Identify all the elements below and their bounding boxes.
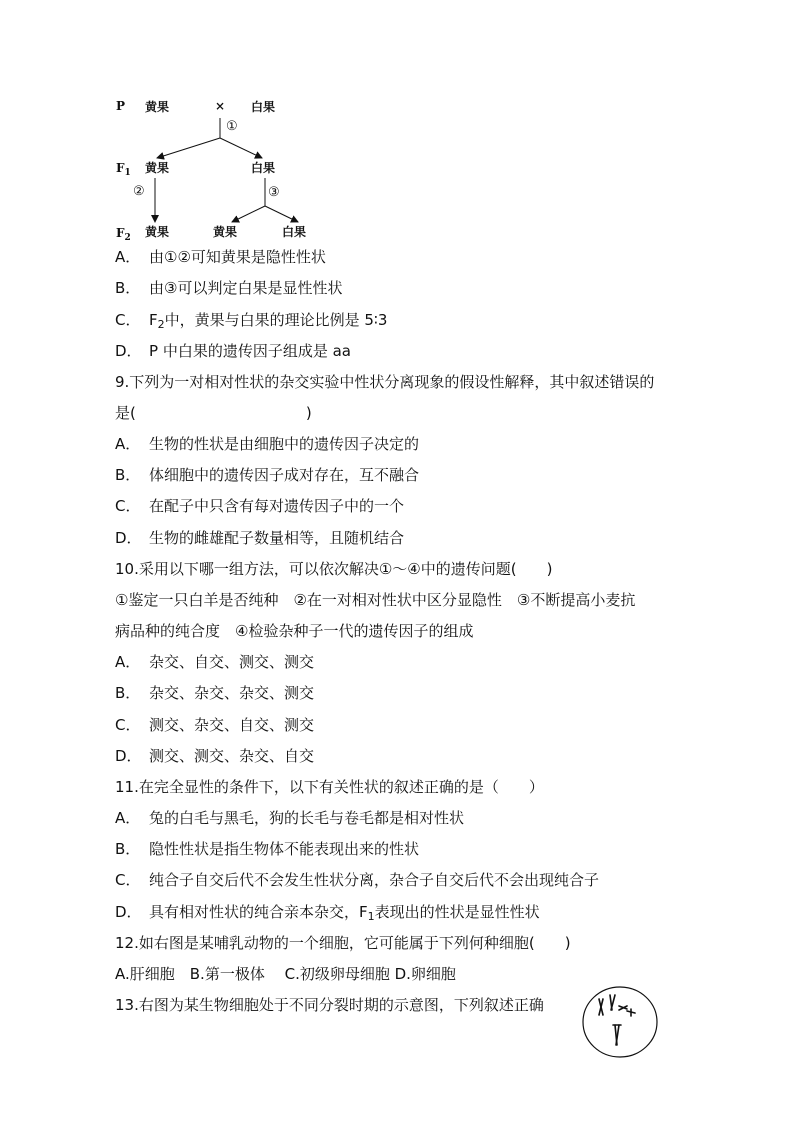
- q10-option-d: D． 测交、测交、杂交、自交: [115, 747, 315, 765]
- cross-diagram: [112, 92, 332, 242]
- p-label: P: [116, 99, 126, 113]
- q10-option-a: A． 杂交、自交、测交、测交: [115, 653, 315, 671]
- q9-option-a: A． 生物的性状是由细胞中的遗传因子决定的: [115, 435, 420, 453]
- cross-symbol: ×: [215, 99, 226, 113]
- q9-option-b: B． 体细胞中的遗传因子成对存在，互不融合: [115, 466, 420, 484]
- cell-circle-icon: [581, 985, 659, 1059]
- f1-white-fruit: 白果: [251, 161, 276, 175]
- q11-option-d: D． 具有相对性状的纯合亲本杂交，$F_1$表现出的性状是显性性状: [115, 903, 540, 923]
- f2-yellow-fruit-a: 黄果: [145, 225, 170, 239]
- q11-option-a: A． 兔的白毛与黑毛，狗的长毛与卷毛都是相对性状: [115, 809, 465, 827]
- q11-option-c: C． 纯合子自交后代不会发生性状分离，杂合子自交后代不会出现纯合子: [115, 871, 600, 889]
- q9-stem-line2: 是( ): [115, 404, 312, 422]
- q12-stem: 12.如右图是某哺乳动物的一个细胞，它可能属于下列何种细胞( ): [115, 934, 571, 952]
- p-yellow-fruit: 黄果: [145, 100, 170, 114]
- step2-marker: ②: [133, 184, 145, 199]
- f2-white-fruit: 白果: [282, 225, 307, 239]
- q11-stem: 11.在完全显性的条件下，以下有关性状的叙述正确的是（ ）: [115, 778, 544, 796]
- arrow-f2-white: [265, 206, 298, 222]
- q10-items-line2: 病品种的纯合度 ④检验杂种子一代的遗传因子的组成: [115, 622, 474, 640]
- step3-marker: ③: [268, 185, 280, 200]
- q13-stem: 13.右图为某生物细胞处于不同分裂时期的示意图，下列叙述正确: [115, 996, 544, 1014]
- step1-marker: ①: [226, 119, 238, 134]
- q9-option-c: C． 在配子中只含有每对遗传因子中的一个: [115, 497, 405, 515]
- q10-stem: 10.采用以下哪一组方法，可以依次解决①～④中的遗传问题( ): [115, 560, 553, 578]
- f1-label: $F_1$: [116, 161, 131, 178]
- q10-option-c: C． 测交、杂交、自交、测交: [115, 716, 315, 734]
- f2-label: $F_2$: [116, 226, 131, 243]
- q10-option-b: B． 杂交、杂交、杂交、测交: [115, 684, 315, 702]
- q9-option-d: D． 生物的雌雄配子数量相等，且随机结合: [115, 529, 405, 547]
- cell-division-figure: [581, 985, 659, 1059]
- q8-option-a: A． 由①②可知黄果是隐性性状: [115, 248, 326, 266]
- q8-option-d: D． P 中白果的遗传因子组成是 aa: [115, 342, 351, 360]
- q10-items-line1: ①鉴定一只白羊是否纯种 ②在一对相对性状中区分显隐性 ③不断提高小麦抗: [115, 591, 636, 609]
- p-white-fruit: 白果: [251, 100, 276, 114]
- q8-option-b: B． 由③可以判定白果是显性性状: [115, 279, 343, 297]
- q8-option-c: C． $F_2$中，黄果与白果的理论比例是 5∶3: [115, 311, 388, 331]
- arrow-to-f1-white: [220, 138, 262, 158]
- arrow-to-f1-yellow: [157, 138, 220, 158]
- f1-yellow-fruit: 黄果: [145, 161, 170, 175]
- f2-yellow-fruit-b: 黄果: [213, 225, 238, 239]
- q11-option-b: B． 隐性性状是指生物体不能表现出来的性状: [115, 840, 420, 858]
- arrow-f2-yellow-2: [232, 206, 265, 222]
- q12-options: A.肝细胞 B.第一极体 C.初级卵母细胞 D.卵细胞: [115, 965, 456, 983]
- q9-stem-line1: 9.下列为一对相对性状的杂交实验中性状分离现象的假设性解释，其中叙述错误的: [115, 373, 655, 391]
